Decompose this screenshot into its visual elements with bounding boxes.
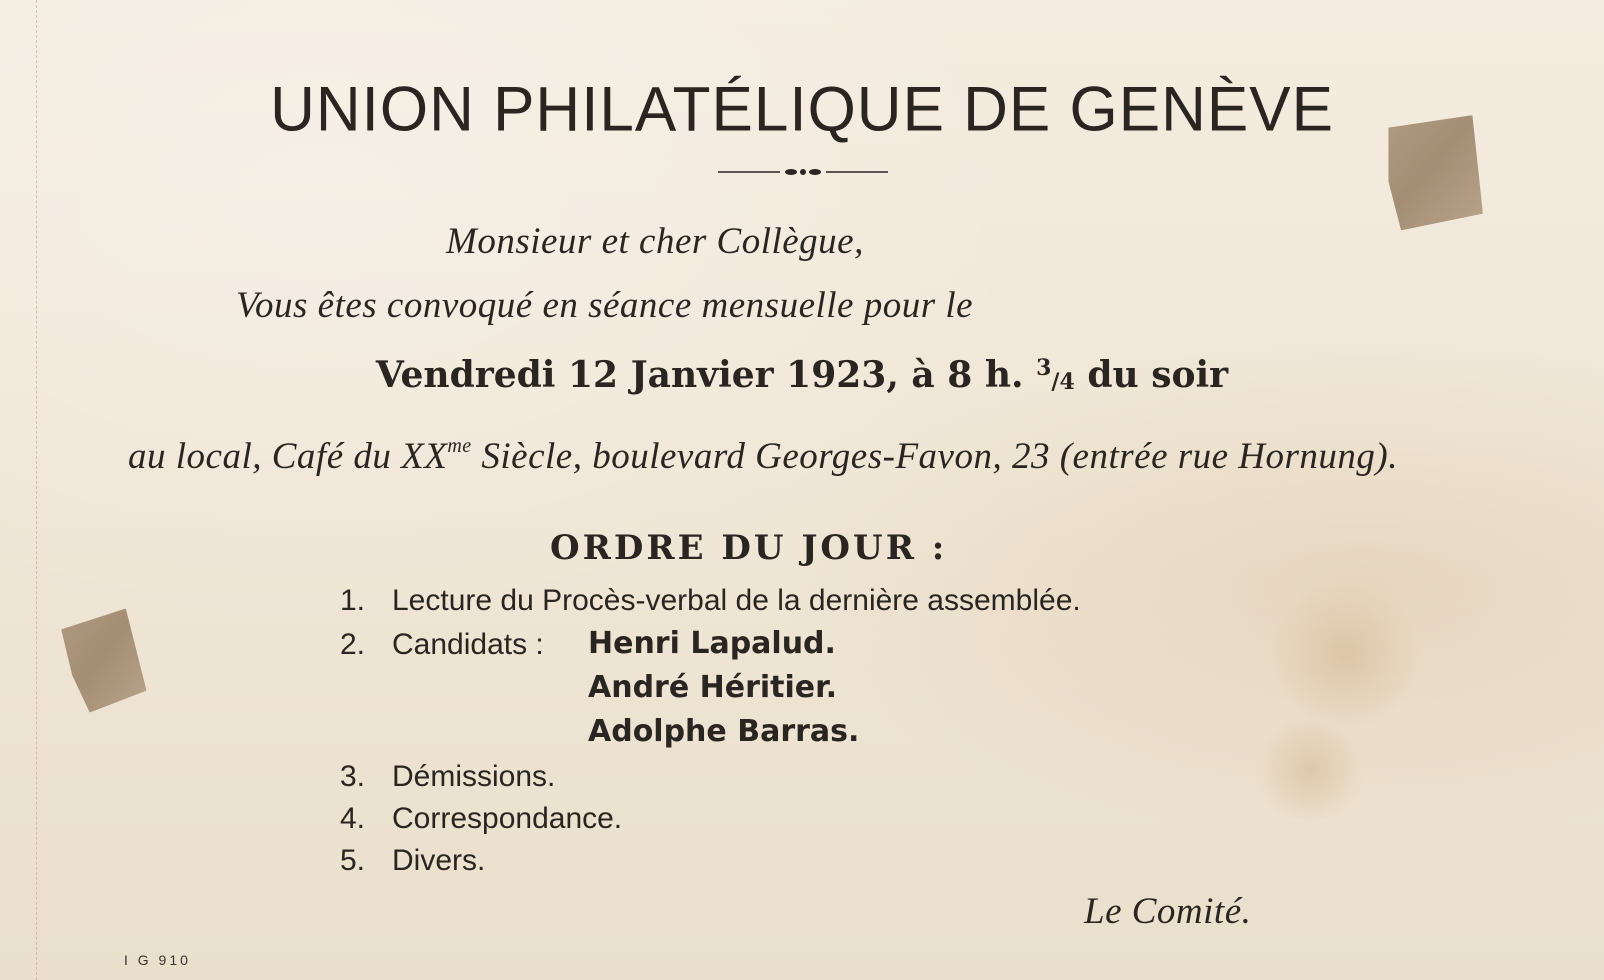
stain-mark (1270, 580, 1420, 730)
agenda-item (340, 844, 485, 878)
meeting-date: Vendredi 12 Janvier 1923, à 8 h. $^3$/4 du soir (375, 354, 1229, 396)
meeting-location (128, 420, 1478, 483)
agenda-item-text: Candidats : (392, 628, 544, 661)
document-title: UNION PHILATÉLIQUE DE GENÈVE (270, 74, 1334, 145)
location-superscript: me (447, 435, 472, 457)
agenda-item-number: 1. (340, 584, 366, 617)
convocation-text: Vous êtes convoqué en séance mensuelle pour le (236, 285, 974, 326)
salutation: Monsieur et cher Collègue, (446, 221, 864, 262)
agenda-item-text: Correspondance. (392, 802, 623, 835)
printer-code: I G 910 (124, 952, 191, 968)
agenda-item-number: 5. (340, 844, 366, 877)
agenda-item-number: 2. (340, 628, 366, 661)
location-post: Siècle, boulevard Georges-Favon, 23 (entrée rue Hornung). (471, 436, 1398, 477)
time-fraction-denominator: 4 (1059, 369, 1075, 395)
candidate-name: Adolphe Barras. (588, 714, 860, 749)
agenda-item (340, 802, 622, 836)
agenda-item-number: 4. (340, 802, 366, 835)
agenda-item (340, 760, 555, 794)
agenda-title: ORDRE DU JOUR : (550, 528, 948, 568)
ornament-divider-icon (718, 164, 888, 180)
signature: Le Comité. (1084, 891, 1252, 932)
adhesive-residue-left (60, 607, 149, 715)
location-pre: au local, Café du XX (128, 436, 448, 477)
agenda-item-text: Divers. (392, 844, 486, 877)
agenda-item (340, 584, 1081, 618)
meeting-date-tail: du soir (1087, 354, 1229, 396)
agenda-item-number: 3. (340, 760, 366, 793)
agenda-item-text: Démissions. (392, 760, 556, 793)
perforation-line (36, 0, 37, 980)
stain-mark (1250, 720, 1370, 820)
agenda-item (340, 628, 544, 662)
agenda-item-text: Lecture du Procès-verbal de la dernière assemblée. (392, 584, 1081, 617)
candidate-name: Henri Lapalud. (588, 626, 836, 661)
candidate-name: André Héritier. (588, 670, 838, 705)
time-fraction-numerator: 3 (1036, 355, 1052, 381)
meeting-date-main: Vendredi 12 Janvier 1923, à 8 h. (375, 354, 1024, 396)
